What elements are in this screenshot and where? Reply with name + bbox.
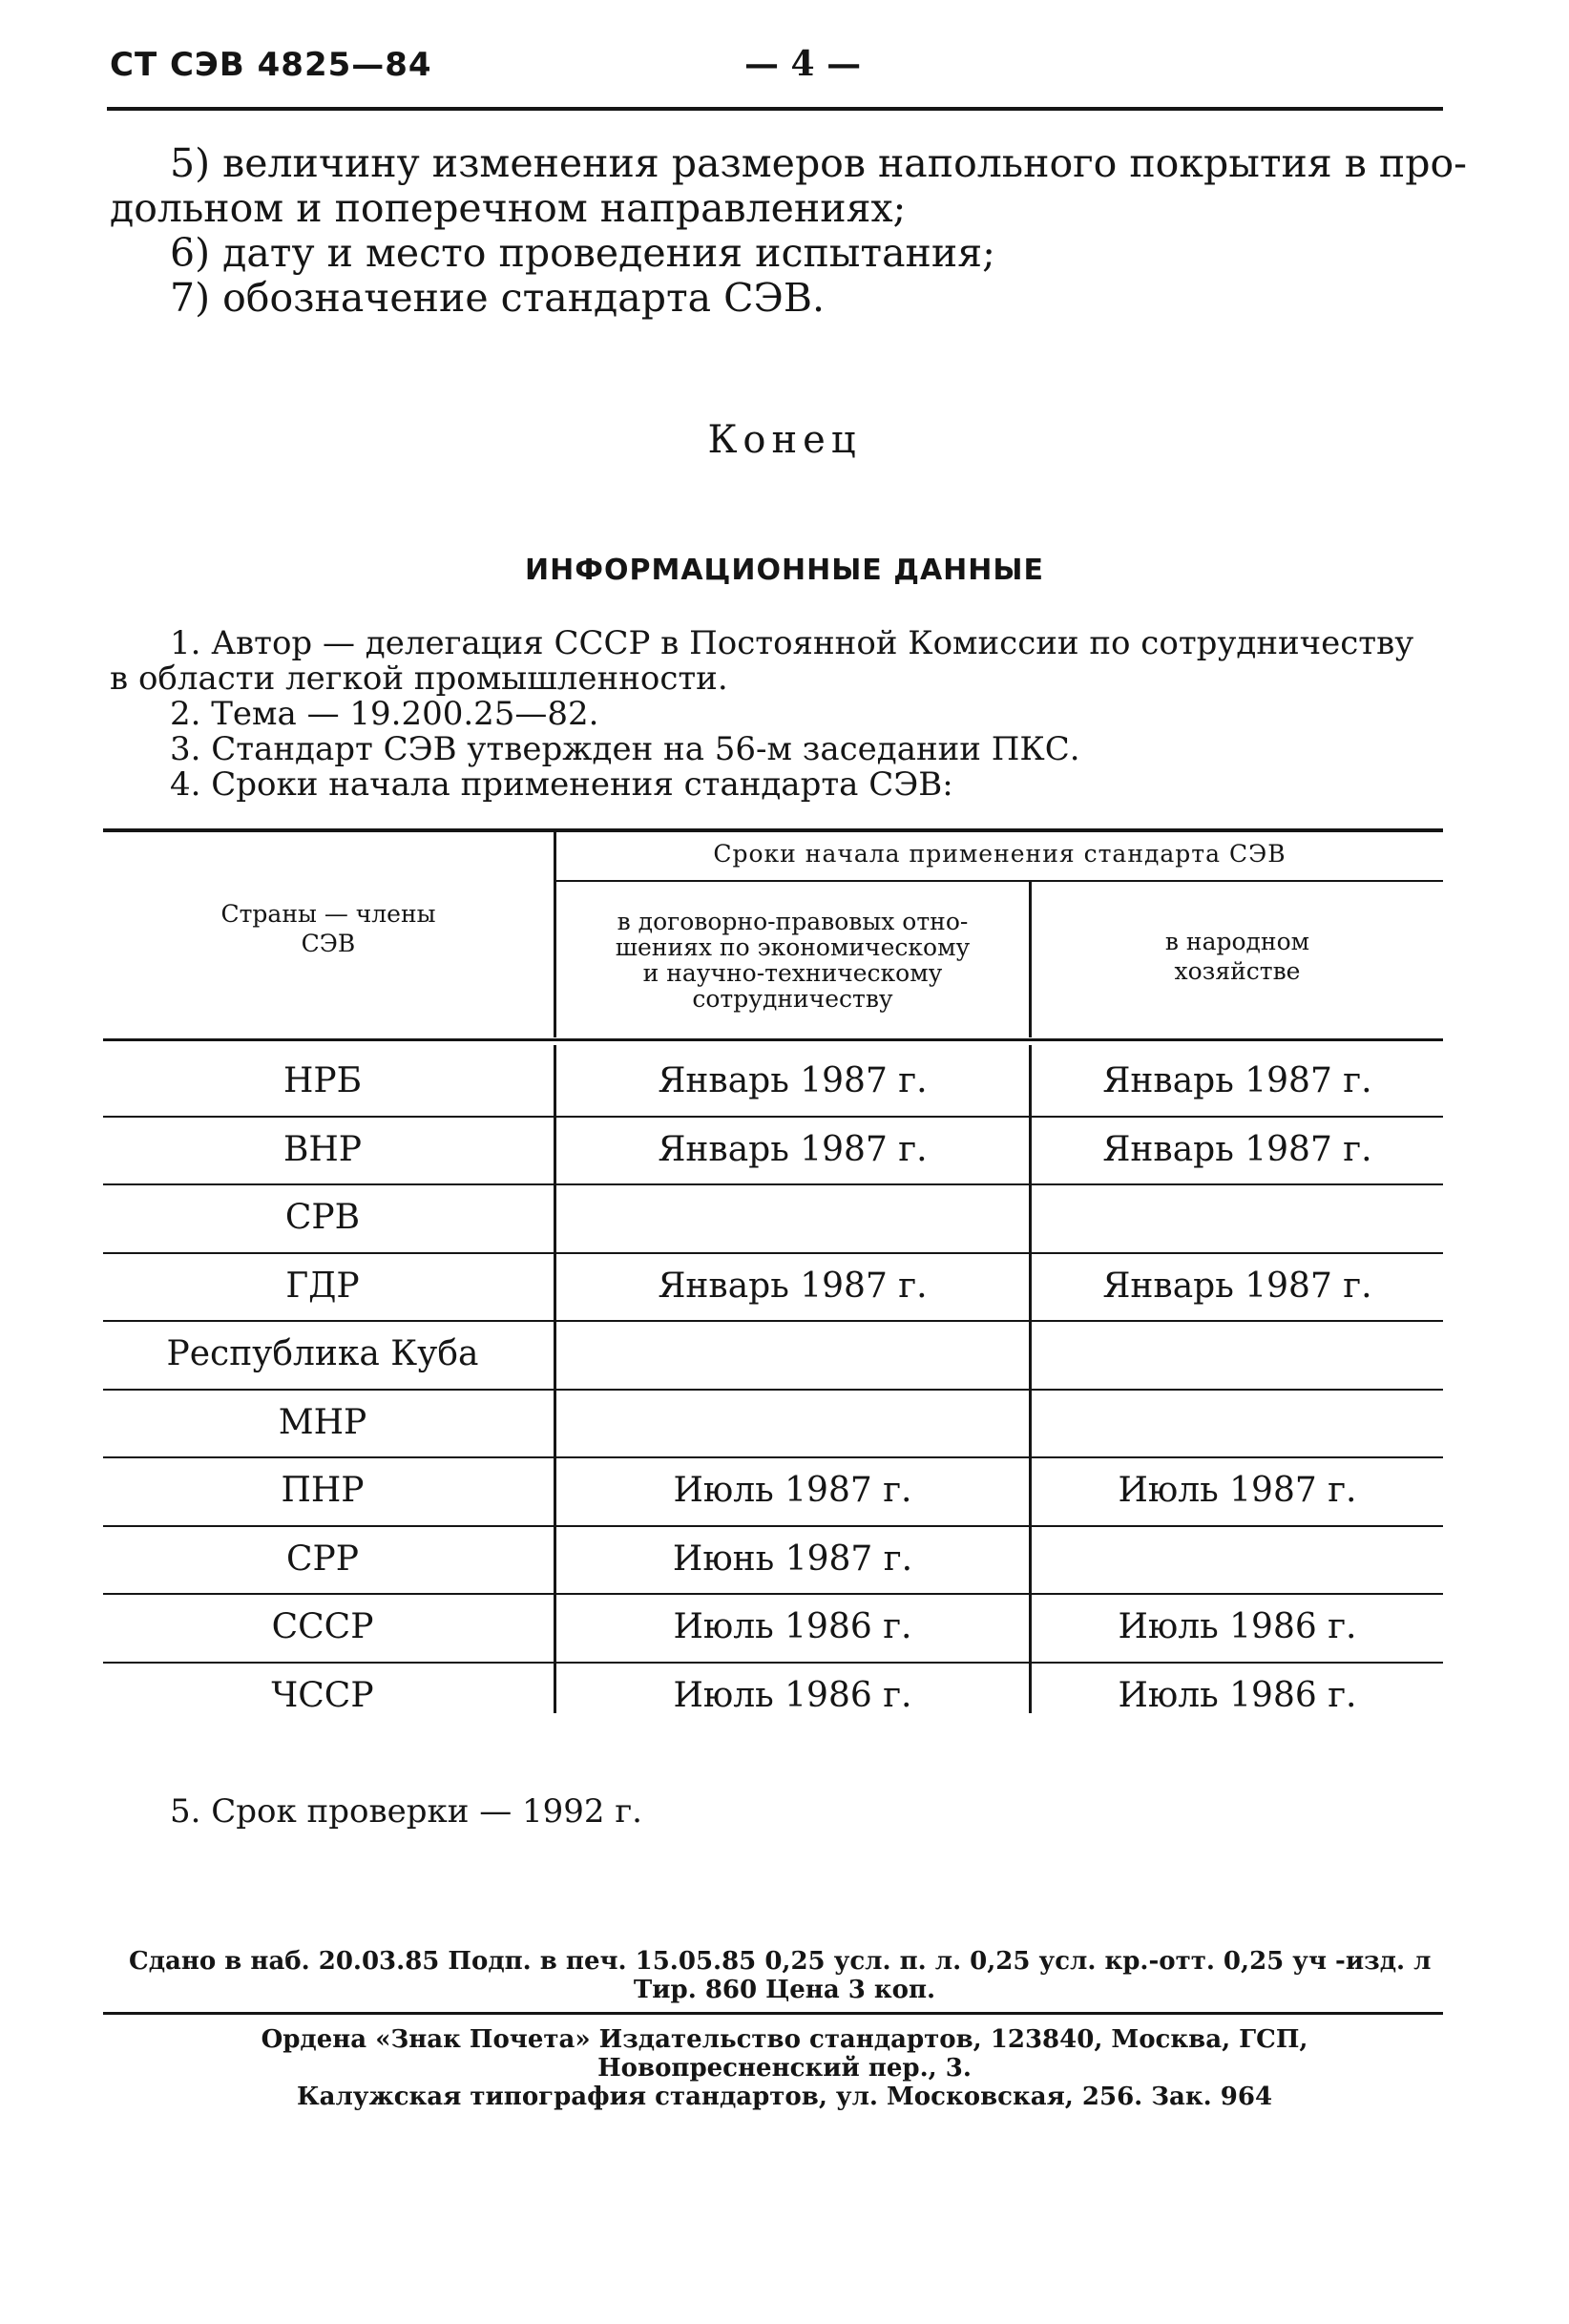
table-header-rule — [103, 1038, 1443, 1041]
row-divider — [103, 1389, 1443, 1391]
cell-country: МНР — [278, 1402, 367, 1442]
cell-contract: Январь 1987 г. — [658, 1129, 928, 1169]
info-line-5: 4. Сроки начала применения стандарта СЭВ: — [170, 765, 953, 804]
cell-country: СССР — [271, 1607, 374, 1646]
col-contract-line1: в договорно-правовых отно- — [617, 908, 969, 935]
cell-contract: Июль 1986 г. — [673, 1675, 912, 1715]
row-divider — [103, 1662, 1443, 1664]
cell-national: Январь 1987 г. — [1102, 1266, 1372, 1306]
cell-contract: Июль 1987 г. — [673, 1471, 912, 1510]
document-code: СТ СЭВ 4825—84 — [110, 46, 432, 84]
colophon-rule — [103, 2012, 1443, 2015]
body-vline-1 — [554, 1045, 556, 1713]
info-line-1: 1. Автор — делегация СССР в Постоянной Комиссии по сотрудничеству — [170, 624, 1414, 662]
col-country-line1: Страны — члены — [220, 900, 436, 928]
table-top-rule — [103, 828, 1443, 832]
row-divider — [103, 1320, 1443, 1322]
colophon-line-3: Ордена «Знак Почета» Издательство стандартов, 123840, Москва, ГСП, — [261, 2025, 1308, 2054]
page-number: — 4 — — [744, 44, 862, 84]
header-rule — [107, 107, 1443, 111]
row-divider — [103, 1456, 1443, 1458]
cell-country: ПНР — [281, 1471, 365, 1510]
section-title: ИНФОРМАЦИОННЫЕ ДАННЫЕ — [525, 554, 1044, 587]
cell-country: ГДР — [285, 1266, 360, 1306]
col-group-header: Сроки начала применения стандарта СЭВ — [713, 840, 1287, 868]
col-national-line1: в народном — [1164, 928, 1310, 955]
info-line-4: 3. Стандарт СЭВ утвержден на 56-м заседании ПКС. — [170, 730, 1080, 768]
col-national-line2: хозяйстве — [1174, 957, 1301, 985]
row-divider — [103, 1183, 1443, 1185]
table-group-rule — [554, 880, 1443, 882]
info-line-3: 2. Тема — 19.200.25—82. — [170, 695, 599, 733]
review-line: 5. Срок проверки — 1992 г. — [170, 1792, 642, 1831]
end-marker: Конец — [707, 418, 862, 462]
cell-national: Январь 1987 г. — [1102, 1061, 1372, 1100]
cell-contract: Январь 1987 г. — [658, 1266, 928, 1306]
colophon-line-2: Тир. 860 Цена 3 коп. — [633, 1976, 936, 2004]
row-divider — [103, 1252, 1443, 1254]
col-contract-line2: шениях по экономическому — [615, 933, 971, 961]
cell-country: СРВ — [284, 1198, 361, 1237]
cell-country: Республика Куба — [166, 1334, 479, 1373]
body-line-3: 6) дату и место проведения испытания; — [170, 230, 995, 276]
col-contract-line3: и научно-техническому — [642, 959, 943, 987]
col-country-line2: СЭВ — [301, 930, 356, 957]
info-line-2: в области легкой промышленности. — [110, 660, 728, 698]
cell-contract: Июль 1986 г. — [673, 1607, 912, 1646]
body-line-4: 7) обозначение стандарта СЭВ. — [170, 275, 826, 321]
row-divider — [103, 1593, 1443, 1595]
cell-national: Июль 1986 г. — [1118, 1675, 1357, 1715]
body-line-2: дольном и поперечном направлениях; — [110, 185, 907, 231]
body-line-1: 5) величину изменения размеров напольного покрытия в про- — [170, 140, 1467, 186]
cell-contract: Январь 1987 г. — [658, 1061, 928, 1100]
cell-country: СРР — [286, 1539, 359, 1579]
cell-country: ВНР — [282, 1129, 363, 1169]
cell-national: Июль 1986 г. — [1118, 1607, 1357, 1646]
row-divider — [103, 1116, 1443, 1118]
cell-country: ЧССР — [271, 1675, 374, 1715]
col-contract-line4: сотрудничеству — [692, 985, 893, 1013]
colophon-line-5: Калужская типография стандартов, ул. Московская, 256. Зак. 964 — [296, 2083, 1273, 2111]
cell-national: Январь 1987 г. — [1102, 1129, 1372, 1169]
colophon-line-1: Сдано в наб. 20.03.85 Подп. в печ. 15.05.85 0,25 усл. п. л. 0,25 усл. кр.-отт. 0,25 уч -изд. л — [129, 1947, 1432, 1976]
cell-contract: Июнь 1987 г. — [672, 1539, 913, 1579]
colophon-line-4: Новопресненский пер., 3. — [597, 2054, 972, 2083]
cell-country: НРБ — [282, 1061, 363, 1100]
body-vline-2 — [1029, 1045, 1032, 1713]
row-divider — [103, 1525, 1443, 1527]
cell-national: Июль 1987 г. — [1118, 1471, 1357, 1510]
